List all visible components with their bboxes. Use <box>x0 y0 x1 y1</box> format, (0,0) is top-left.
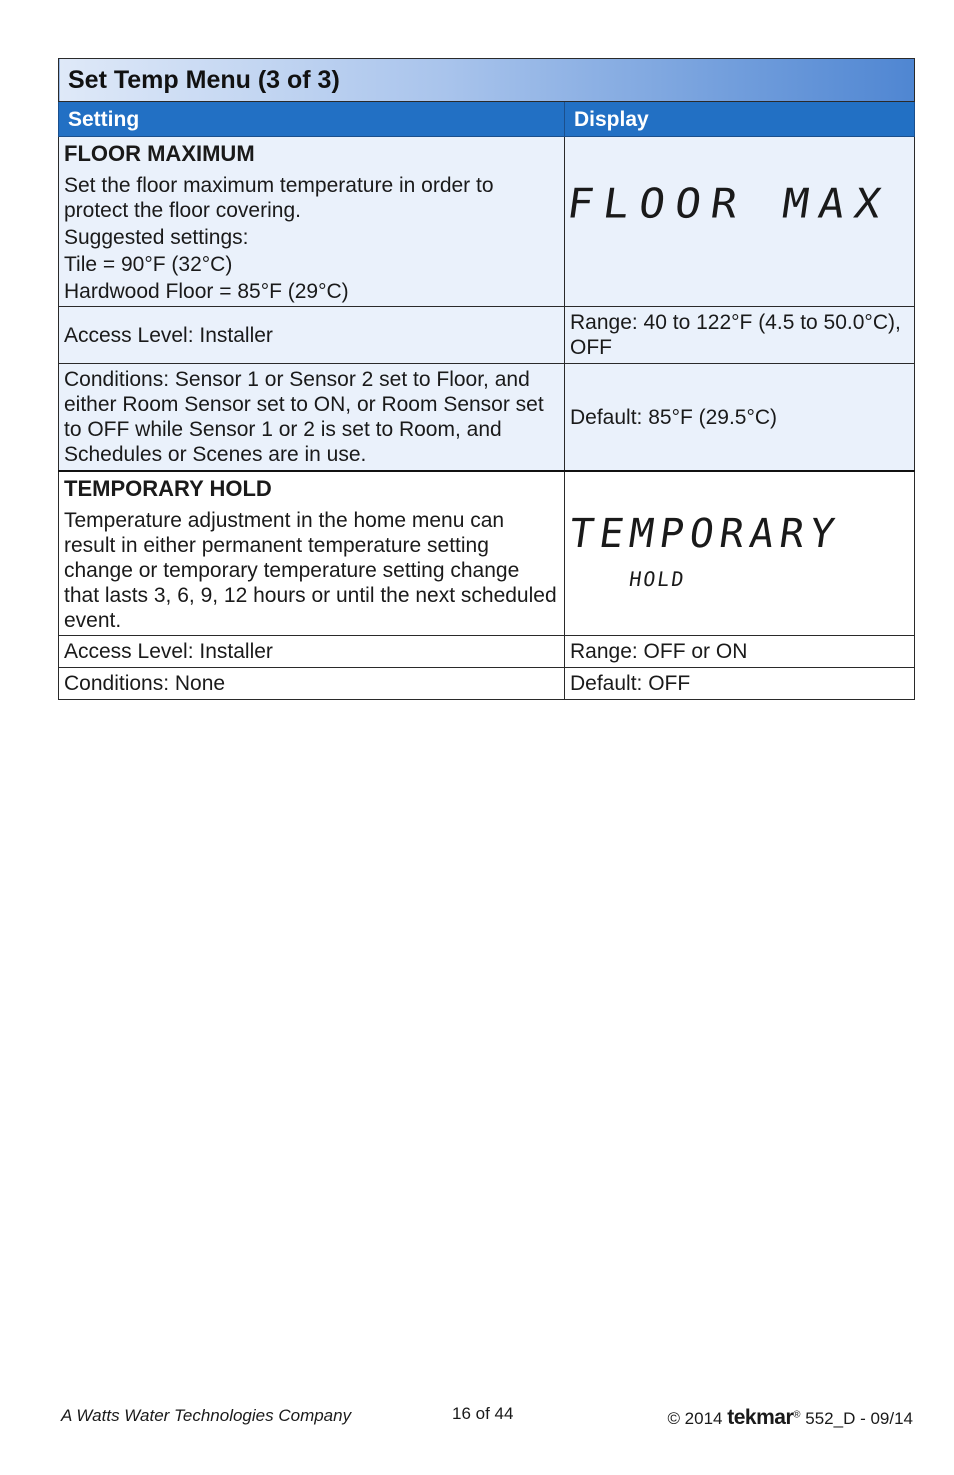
range-cell: Range: 40 to 122°F (4.5 to 50.0°C), OFF <box>565 307 915 364</box>
table-row <box>59 307 915 364</box>
column-header-display: Display <box>565 102 915 137</box>
table-row <box>59 668 915 700</box>
footer-right <box>667 1406 913 1430</box>
lcd-display-main: TEMPORARY <box>566 511 844 557</box>
access-level-cell: Access Level: Installer <box>59 307 565 364</box>
set-temp-menu-table <box>58 58 915 700</box>
setting-description <box>64 173 559 306</box>
column-header-setting: Setting <box>59 102 565 137</box>
footer-company: A Watts Water Technologies Company <box>61 1406 352 1425</box>
default-cell: Default: 85°F (29.5°C) <box>565 364 915 472</box>
setting-description <box>64 508 559 635</box>
description-line: Hardwood Floor = 85°F (29°C) <box>64 280 349 303</box>
table-row <box>59 471 915 636</box>
description-line: Tile = 90°F (32°C) <box>64 253 233 276</box>
document-code: 552_D - 09/14 <box>805 1409 913 1428</box>
page-number: 16 of 44 <box>452 1404 514 1423</box>
setting-name: FLOOR MAXIMUM <box>64 141 255 166</box>
setting-cell <box>59 137 565 307</box>
table-row <box>59 364 915 472</box>
default-cell: Default: OFF <box>565 668 915 700</box>
conditions-cell: Conditions: None <box>59 668 565 700</box>
setting-cell <box>59 471 565 636</box>
page-footer <box>0 1404 954 1434</box>
description-line: Suggested settings: <box>64 226 249 249</box>
table-row <box>59 636 915 668</box>
copyright: © 2014 <box>667 1409 723 1428</box>
description-line: Temperature adjustment in the home menu can result in either permanent temperature setting change or temporary temperature setting change that lasts 3, 6, 9, 12 hours or until the next scheduled event. <box>64 509 557 632</box>
setting-name: TEMPORARY HOLD <box>64 476 272 501</box>
display-cell <box>565 471 915 636</box>
display-cell <box>565 137 915 307</box>
range-cell: Range: OFF or ON <box>565 636 915 668</box>
brand-registered-mark: ® <box>793 1409 801 1421</box>
lcd-display-sub: HOLD <box>627 567 688 591</box>
description-line: Set the floor maximum temperature in order to protect the floor covering. <box>64 174 494 222</box>
table-title: Set Temp Menu (3 of 3) <box>59 59 915 102</box>
access-level-cell: Access Level: Installer <box>59 636 565 668</box>
lcd-display-main: FLOOR MAX <box>564 180 894 229</box>
conditions-cell: Conditions: Sensor 1 or Sensor 2 set to Floor, and either Room Sensor set to ON, or Room Sensor set to OFF while Sensor 1 or 2 is set to Room, and Schedules or Scenes are in use. <box>59 364 565 472</box>
table-row <box>59 137 915 307</box>
brand-logo: tekmar <box>727 1406 794 1429</box>
